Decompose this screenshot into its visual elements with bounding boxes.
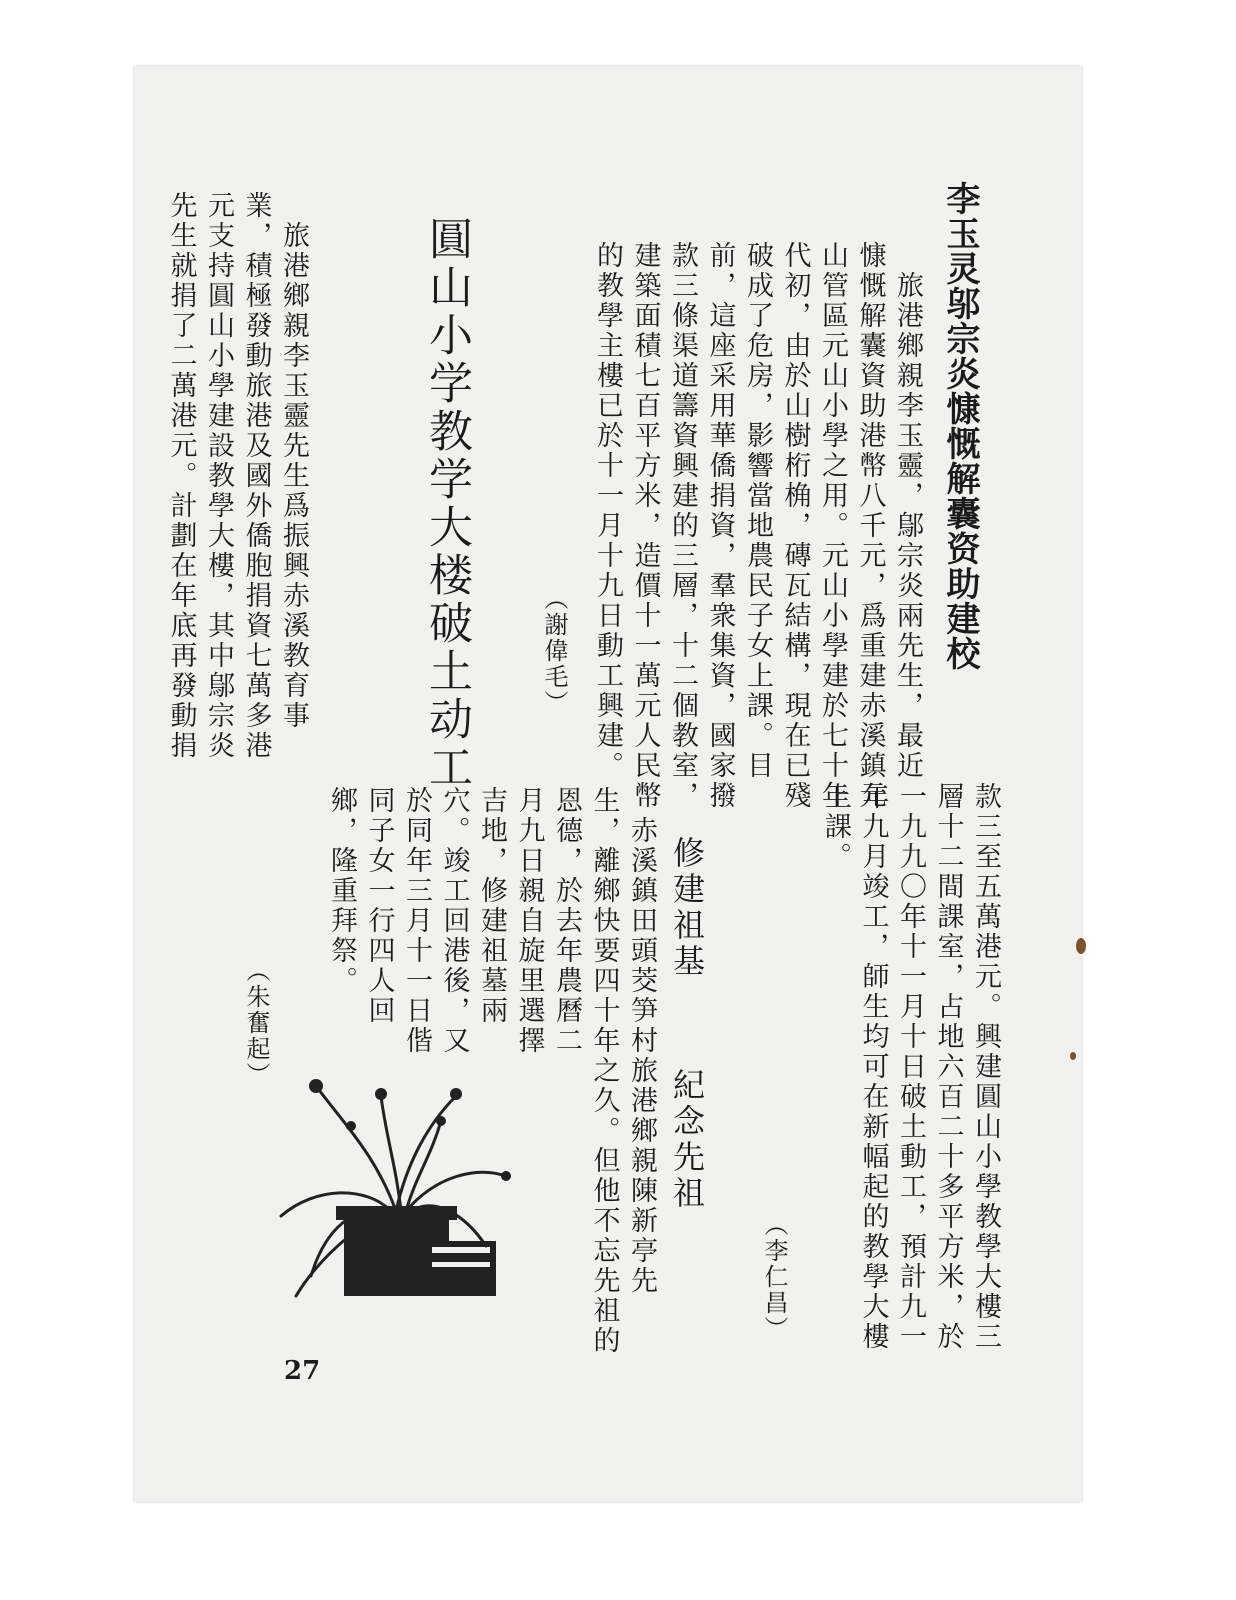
article-title-1: 李玉灵邬宗炎慷慨解囊资助建校 xyxy=(940,181,980,671)
stain-mark xyxy=(1076,938,1086,954)
flower-pot-icon xyxy=(336,1206,496,1296)
stain-mark xyxy=(1070,1052,1076,1060)
article-body-3: 赤溪鎮田頭茭笋村旅港鄉親陳新亭先 生，離鄉快要四十年之久。但他不忘先祖的 恩德，於去年農曆二 月九日親自旋里選擇 吉地，修建祖墓兩 穴。竣工回港後，又 於同年三月十一日偕 同子女一行四人回 鄉，隆重拜祭。 xyxy=(326,786,657,1356)
article-byline-1: （謝偉毛） xyxy=(540,586,568,716)
potted-orchid-illustration xyxy=(256,1066,526,1316)
article-body-2: 旅港鄉親李玉靈先生爲振興赤溪教育事 業，積極發動旅港及國外僑胞捐資七萬多港 元支持圓山小學建設教學大樓，其中鄔宗炎 先生就捐了二萬港元。計劃在年底再發動捐 xyxy=(165,191,309,761)
article-byline-3: （朱奮起） xyxy=(242,958,270,1088)
page-number: 27 xyxy=(284,1356,321,1386)
magazine-page xyxy=(134,66,1082,1502)
article-continuation-2: 款三至五萬港元。興建圓山小學教學大樓三 層十二間課室，占地六百二十多平方米，於 一九九〇年十一月十日破土動工，預計九一 年九月竣工，師生均可在新幅起的教學大樓 上課。 xyxy=(820,782,1001,1352)
article-title-2: 圓山小学教学大楼破土动工 xyxy=(421,216,472,792)
article-body-1: 旅港鄉親李玉靈，鄔宗炎兩先生，最近 慷慨解囊資助港幣八千元，爲重建赤溪鎮元 山管區元山小學之用。元山小學建於七十年 代初，由於山樹桁桷，磚瓦結構，現在已殘 破成了危房，影響當地農民子女上課。目 前，這座采用華僑捐資，羣衆集資，國家撥 款三條渠道籌資興建的三層，十二個教室， 建築面積七百平方米，造價十一萬元人民幣 的教學主樓已於十一月十九日動工興建。 xyxy=(592,241,923,811)
article-title-3a: 修建祖基 xyxy=(668,836,706,980)
article-title-3b: 紀念先祖 xyxy=(668,1068,706,1212)
article-byline-2: （李仁昌） xyxy=(760,1212,788,1342)
